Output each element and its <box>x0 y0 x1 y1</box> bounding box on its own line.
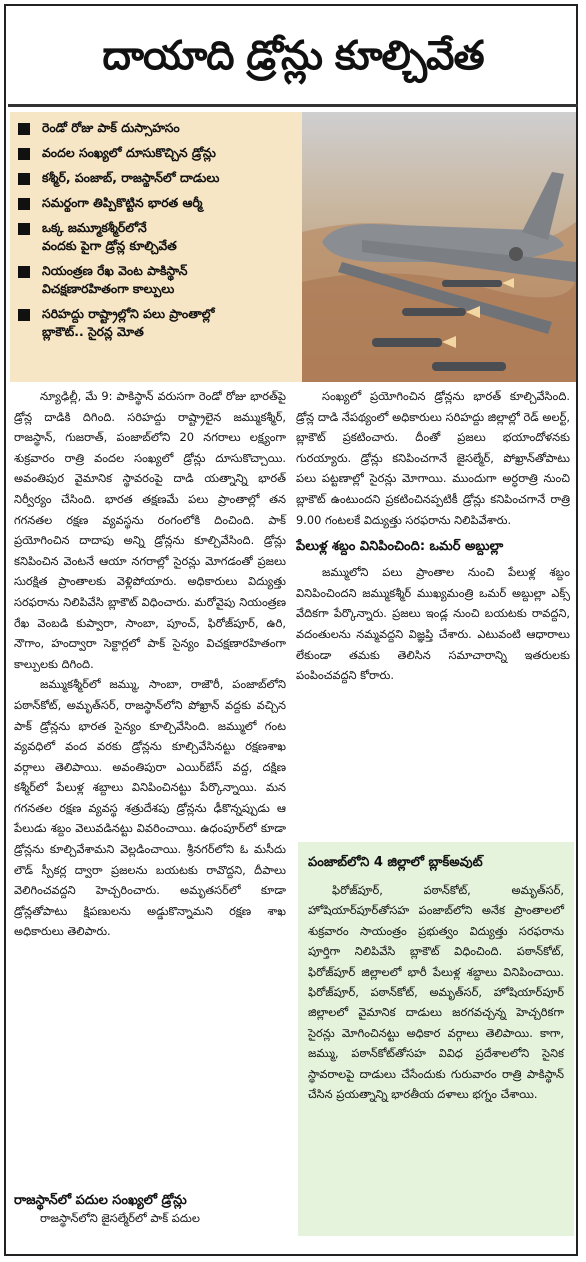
body-paragraph: న్యూఢిల్లీ, మే 9: పాకిస్థాన్ వరుసగా రెండో రోజు భారత్‌పై డ్రోన్ల దాడికి దిగింది. సరిహద్దు రాష్ట్రాలైన జమ్ముకశ్మీర్, రాజస్థాన్, గుజరాత్, పంజాబ్‌లోని 20 నగరాలు లక్ష్యంగా శుక్రవారం రాత్రి వందల సంఖ్యలో డ్రోన్లు దూసుకొచ్చాయి. అవంతిపుర వైమానిక స్థావరంపై దాడి యత్నాన్ని భారత్ నిర్వీర్యం చేసింది. భారత తక్షణమే పలు ప్రాంతాల్లో తన గగనతల రక్షణ వ్యవస్థను రంగంలోకి దించింది. పాక్ ప్రయోగించిన దాదాపు అన్ని డ్రోన్లను కూల్చివేసింది. డ్రోన్లు కనిపించిన వెంటనే ఆయా నగరాల్లో సైరన్లు మోగడంతో ప్రజలు సురక్షిత ప్రాంతాలకు వెళ్లిపోయారు. అధికారులు విద్యుత్తు సరఫరాను నిలిపివేసి బ్లాకౌట్ విధించారు. మరోవైపు నియంత్రణ రేఖ వెంబడి కుప్వారా, సాంబా, పూంచ్, ఫిరోజ్‌పూర్, ఉరి, నౌగాం, హంద్వారా సెక్టార్లలో పాక్ సైన్యం విచక్షణారహితంగా కాల్పులకు దిగింది. <box>14 389 286 671</box>
bullet-item <box>16 194 296 212</box>
box-paragraph: ఫిరోజ్‌పూర్, పఠాన్‌కోట్, అమృత్‌సర్, హోషియార్‌పూర్‌తోసహ పంజాబ్‌లోని అనేక ప్రాంతాలలో శుక్రవారం సాయంత్రం ప్రభుత్వం విద్యుత్తు సరఫరాను పూర్తిగా నిలిపివేసి బ్లాకౌట్ విధించింది. పఠాన్‌కోట్, ఫిరోజ్‌పూర్ జిల్లాలలో భారీ పేలుళ్ల శబ్దాలు వినిపించాయి. ఫిరోజ్‌పూర్, పఠాన్‌కోట్, అమృత్‌సర్, హోషియార్‌పూర్ జిల్లాలలో వైమానిక దాడులు జరగవచ్చన్న హెచ్చరికగా సైరన్లు మోగించినట్టు అధికార వర్గాలు తెలిపాయి. కాగా, జమ్ము, పఠాన్‌కోట్‌తోసహ వివిధ ప్రదేశాలలోని సైనిక స్థావరాలపై దాడులు చేసేందుకు గురువారం రాత్రి పాకిస్థాన్ చేసిన ప్రయత్నాన్ని భారతీయ దళాలు భగ్నం చేశాయి. <box>308 883 564 1102</box>
bullet-text: విచక్షణారహితంగా కాల్పులు <box>42 281 175 296</box>
bullet-text: సమర్థంగా తిప్పికొట్టిన భారత ఆర్మీ <box>42 195 203 210</box>
article-column-2 <box>296 386 570 686</box>
bullet-item <box>16 262 296 298</box>
subhead-omar: పేలుళ్ల శబ్దం వినిపించింది: ఒమర్ అబ్దుల్లా <box>296 539 504 555</box>
subhead-punjab: పంజాబ్‌లోని 4 జిల్లాలో బ్లాక్అవుట్ <box>308 855 483 870</box>
bullet-text: నియంత్రణ రేఖ వెంట పాకిస్థాన్ <box>42 263 188 278</box>
body-paragraph: జమ్ములోని పలు ప్రాంతాల నుంచి పేలుళ్ల శబ్దం వినిపించిందని జమ్ముకశ్మీర్ ముఖ్యమంత్రి ఒమర్ అబ్దుల్లా ఎక్స్ వేదికగా పేర్కొన్నారు. ప్రజలు ఇండ్ల నుంచి బయటకు రావద్దని, వదంతులను నమ్మవద్దని విజ్ఞప్తి చేశారు. ఎటువంటి ఆధారాలు లేకుండా తమకు తెలిసిన సమాచారాన్ని ఇతరులకు పంపించవద్దని కోరారు. <box>296 565 570 683</box>
bullet-text: సరిహద్దు రాష్ట్రాల్లోని పలు ప్రాంతాల్లో <box>42 306 215 321</box>
bullet-square-icon <box>18 148 30 160</box>
bullet-text: వందకు పైగా డ్రోన్ల కూల్చివేత <box>42 238 177 253</box>
headline: దాయాది డ్రోన్లు కూల్చివేత <box>102 33 484 79</box>
headline-rule <box>8 104 578 107</box>
bullet-square-icon <box>18 173 30 185</box>
drone-image <box>302 112 576 382</box>
bullet-square-icon <box>18 266 30 278</box>
drone-photo <box>302 112 576 382</box>
bullet-text: కశ్మీర్, పంజాబ్, రాజస్థాన్‌లో దాడులు <box>42 170 220 185</box>
bullet-square-icon <box>18 123 30 135</box>
punjab-box <box>298 842 574 1236</box>
bullet-list <box>10 112 302 382</box>
bullet-text: రెండో రోజు పాక్ దుస్సాహసం <box>42 120 180 135</box>
bullet-square-icon <box>18 223 30 235</box>
bullet-text: ఒక్క జమ్మూకశ్మీర్‌లోనే <box>42 220 147 235</box>
bullet-text: వందల సంఖ్యలో దూసుకొచ్చిన డ్రోన్లు <box>42 145 216 160</box>
bullet-square-icon <box>18 198 30 210</box>
bullet-text: బ్లాకౌట్.. సైరన్ల మోత <box>42 324 144 339</box>
body-paragraph: సంఖ్యలో ప్రయోగించిన డ్రోన్లను భారత్ కూల్చివేసింది. డ్రోన్ల దాడి నేపథ్యంలో అధికారులు సరిహద్దు జిల్లాల్లో రెడ్ అలర్ట్, బ్లాకౌట్ ప్రకటించారు. దీంతో ప్రజలు భయాందోళనకు గురయ్యారు. డ్రోన్లు కనిపించగానే జైసల్మేర్, పోఖ్రాన్‌తోపాటు పలు పట్టణాల్లో సైరన్లు మోగాయి. ముందుగా అర్ధరాత్రి నుంచి బ్లాకౌట్ ఉంటుందని ప్రకటించినప్పటికీ డ్రోన్లు కనిపించగానే రాత్రి 9.00 గంటలకే విద్యుత్తు సరఫరాను నిలిపివేశారు. <box>296 389 570 527</box>
subhead-rajasthan: రాజస్థాన్‌లో పదుల సంఖ్యలో డ్రోన్లు <box>14 1193 187 1208</box>
bullet-item <box>16 119 296 137</box>
tail-paragraph: రాజస్థాన్‌లోని జైసల్మేర్‌లో పాక్ పదుల <box>40 1211 200 1225</box>
bullet-item <box>16 169 296 187</box>
bullet-item <box>16 219 296 255</box>
article-column-1 <box>14 386 286 942</box>
article-tail <box>14 1208 286 1228</box>
body-paragraph: జమ్ముకశ్మీర్‌లో జమ్ము, సాంబా, రాజౌరీ, పంజాబ్‌లోని పఠాన్‌కోట్, అమృత్‌సర్, రాజస్థాన్‌లోని పోఖ్రాన్ వద్దకు వచ్చిన పాక్ డ్రోన్లను భారత సైన్యం కూల్చివేసింది. జమ్ములో గంట వ్యవధిలో వంద వరకు డ్రోన్లను కూల్చివేసినట్టు రక్షణశాఖ వర్గాలు తెలిపాయి. అవంతిపురా ఎయిర్‌బేస్ వద్ద, దక్షిణ కశ్మీర్‌లో పేలుళ్ల శబ్దాలు వినిపించినట్టు పేర్కొన్నాయి. మన గగనతల రక్షణ వ్యవస్థ శత్రుదేశపు డ్రోన్లను ఢీకొన్నప్పుడు ఆ పేలుడు శబ్దం వెలువడినట్టు వివరించాయి. ఉధంపూర్‌లో కూడా డ్రోన్లను కూల్చివేశామని వెల్లడించాయి. శ్రీనగర్‌లోని ఓ మసీదు లౌడ్ స్పీకర్ల ద్వారా ప్రజలను బయటకు రావొద్దని, దీపాలు వెలిగించవద్దని హెచ్చరించారు. అమృతసర్‌లో కూడా డ్రోన్లతోపాటు క్షిపణులను అడ్డుకొన్నామని రక్షణ శాఖ అధికారులు తెలిపారు. <box>14 677 286 939</box>
bullet-square-icon <box>18 309 30 321</box>
bullet-item <box>16 305 296 341</box>
bullet-item <box>16 144 296 162</box>
